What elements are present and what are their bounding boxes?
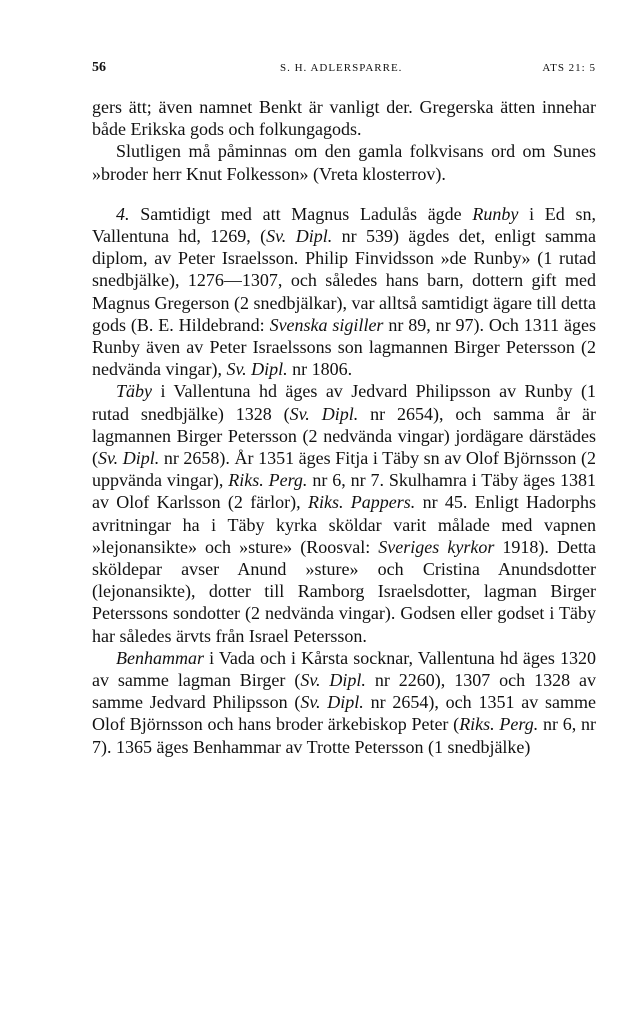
text-run: nr 2654), och 1351 av samme Olof Björnsson och hans broder ärkebiskop Peter ( bbox=[92, 692, 597, 735]
text-run: nr 2658). År 1351 äges Fitja i Täby sn av Olof Björnsson (2 uppvända vingar), bbox=[92, 448, 597, 491]
running-head-author: S. H. ADLERSPARRE. bbox=[280, 62, 403, 74]
text-run: nr 539) ägdes det, enligt samma diplom, av Peter Israelsson. Philip Finvidsson »de Runby» (1 rutad snedbjälke), 1276—1307, och således hans barn, dottern gift med Magnus Gregerson (2 snedbjälkar), var alltså samtidigt ägare till detta gods (B. E. Hildebrand: bbox=[92, 226, 596, 335]
italic-text: Riks. Perg. bbox=[228, 470, 308, 491]
italic-text: Svenska sigiller bbox=[269, 314, 384, 335]
text-run: nr 1806. bbox=[287, 359, 353, 380]
italic-text: Riks. Perg. bbox=[459, 714, 539, 735]
italic-text: Sv. Dipl. bbox=[226, 359, 288, 380]
italic-text: Täby bbox=[116, 381, 152, 402]
text-run: 1918). Detta sköldepar avser Anund »sture» och Cristina Anundsdotter (lejonansikte), dotter till Ramborg Israelsdotter, lagman Birger Peterssons sondotter (2 nedvända vingar). Godsen eller godset i Täby har således ärvts från Israel Petersson. bbox=[92, 536, 596, 646]
italic-text: Sv. Dipl. bbox=[300, 670, 366, 691]
italic-text: Sv. Dipl. bbox=[266, 226, 333, 247]
text-run: nr 6, nr 7). 1365 äges Benhammar av Trotte Petersson (1 snedbjälke) bbox=[92, 714, 596, 757]
italic-text: Sv. Dipl. bbox=[300, 692, 364, 713]
text-run: nr 6, nr 7. Skulhamra i Täby äges 1381 av Olof Karlsson (2 färlor), bbox=[92, 470, 596, 513]
paragraph bbox=[92, 140, 596, 184]
text-run: nr 2654), och samma år är lagmannen Birger Petersson (2 nedvända vingar) jordägare därstädes ( bbox=[92, 403, 597, 469]
text-run: i Ed sn, Vallentuna hd, 1269, ( bbox=[92, 203, 596, 247]
body-text bbox=[92, 96, 596, 758]
paragraph bbox=[92, 203, 596, 381]
italic-text: Benhammar bbox=[116, 647, 204, 668]
italic-text: 4. bbox=[116, 203, 130, 224]
running-head-reference: ATS 21: 5 bbox=[542, 62, 596, 74]
text-run: Slutligen må påminnas om den gamla folkvisans ord om Sunes »broder herr Knut Folkesson» (Vreta klosterrov). bbox=[92, 141, 596, 184]
running-head bbox=[92, 60, 596, 82]
text-run: Samtidigt med att Magnus Ladulås ägde bbox=[129, 203, 473, 224]
italic-text: Sveriges kyrkor bbox=[378, 536, 495, 557]
text-run: nr 45. Enligt Hadorphs avritningar ha i Täby kyrka sköldar varit målade med vapnen »lejonansikte» och »sture» (Roosval: bbox=[92, 492, 596, 557]
paragraph bbox=[92, 647, 596, 758]
page-number: 56 bbox=[92, 60, 106, 75]
italic-text: Sv. Dipl. bbox=[289, 403, 359, 424]
text-run: nr 89, nr 97). Och 1311 äges Runby även av Peter Israelssons son lagmannen Birger Petersson (2 nedvända vingar), bbox=[92, 314, 596, 380]
paragraph bbox=[92, 96, 596, 140]
italic-text: Sv. Dipl. bbox=[98, 448, 160, 469]
italic-text: Runby bbox=[472, 203, 519, 224]
text-run: i Vallentuna hd äges av Jedvard Philipsson av Runby (1 rutad snedbjälke) 1328 ( bbox=[92, 381, 596, 424]
text-run: nr 2260), 1307 och 1328 av samme Jedvard Philipsson ( bbox=[92, 670, 597, 713]
italic-text: Riks. Pappers. bbox=[307, 492, 416, 513]
text-run: i Vada och i Kårsta socknar, Vallentuna hd äges 1320 av samme lagman Birger ( bbox=[92, 647, 596, 691]
paragraph bbox=[92, 380, 596, 646]
book-page bbox=[92, 60, 596, 758]
text-run: gers ätt; även namnet Benkt är vanligt der. Gregerska ätten innehar både Erikska gods och folkungagods. bbox=[92, 97, 596, 140]
